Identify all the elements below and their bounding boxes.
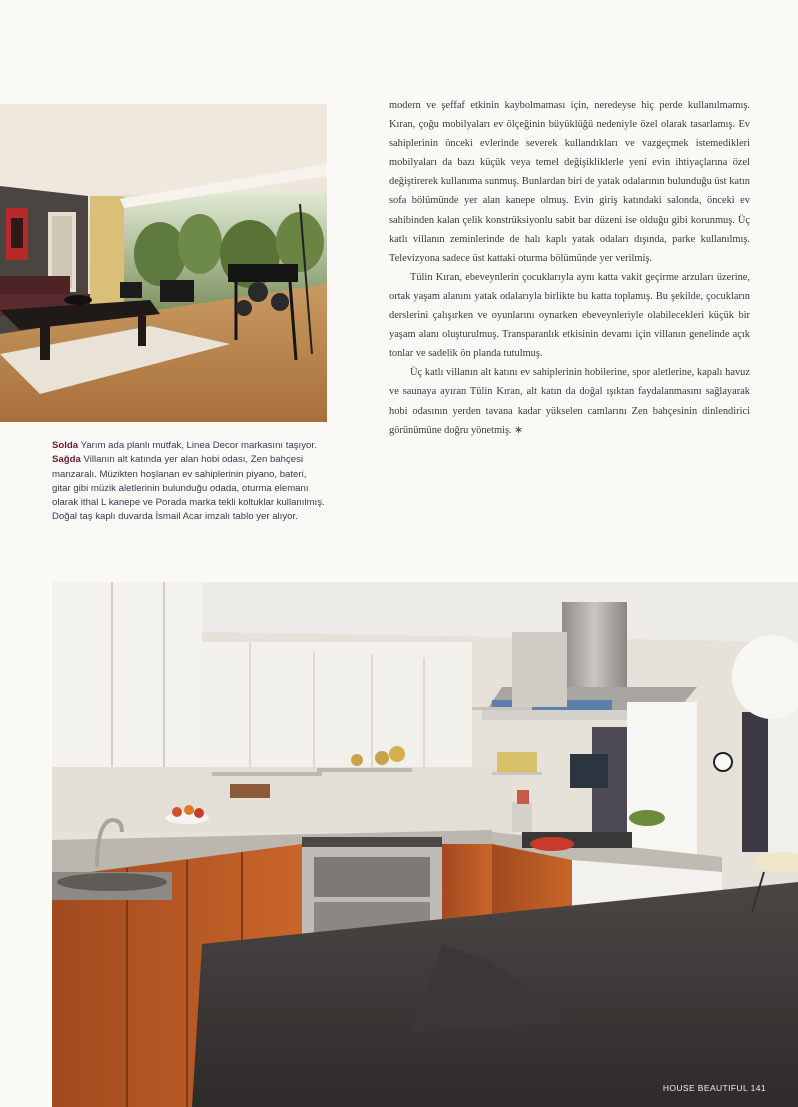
caption-right [52,453,327,524]
end-mark: ∗ [514,424,523,436]
article-paragraph-3 [389,363,750,439]
article-paragraph-1: modern ve şeffaf etkinin kaybolmaması için, neredeyse hiç perde kullanılmamış. Kıran, çoğu mobilyaları ev ölçeğinin büyüklüğü nedeniyle özel olarak tasarlamış. Ev sahiplerinin önceki evlerinde severek kullandıkları ve vazgeçmek istemedikleri mobilyaları da bazı küçük veya temel değişikliklerle yeni evin ihtiyaçlarına özel değiştirerek kullanıma sunmuş. Bunlardan biri de yatak odalarının bulunduğu üst katın sofa bölümünde yer alan kanepe olmuş. Evin giriş katındaki salonda, önceki ev sahibinden kalan çelik konstrüksiyonlu sabit bar düzeni ise olduğu gibi korunmuş. Üç katlı villanın zeminlerinde de halı kaplı yatak odaları dışında, parke kullanılmış. Televizyona sadece üst kattaki oturma bölümünde yer verilmiş. [389,100,750,264]
caption-right-label: Sağda [52,454,81,466]
hobby-room-photo [0,104,327,422]
page-folio: HOUSE BEAUTIFUL 141 [662,1083,766,1093]
caption-right-text: Villanın alt katında yer alan hobi odası, Zen bahçesi manzaralı. Müzikten hoşlanan ev sahiplerinin piyano, bateri, gitar gibi müzik aletlerinin bulunduğu odada, oturma elemanı olarak ithal L kanepe ve Porada marka tekli koltuklar kullanılmış. Doğal taş kaplı duvarda İsmail Acar imzalı tablo yer alıyor. [52,454,325,523]
caption-left-text: Yarım ada planlı mutfak, Linea Decor markasını taşıyor. [80,440,317,451]
kitchen-photo [52,582,798,1107]
article-body [389,96,750,440]
caption-left [52,439,327,453]
article-paragraph-3-text: Üç katlı villanın alt katını ev sahiplerinin hobilerine, spor aletlerine, kapalı havuz ve saunaya ayıran Tülin Kıran, alt katın da doğal ışıktan faydalanmasını sağlayarak hobi odasının yerden tavana kadar yükselen camlarını Zen bahçesinin dinlendirici görünümüne doğru yönetmiş. [389,367,750,436]
kitchen-illustration [52,582,798,1107]
caption-left-label: Solda [52,440,79,451]
hobby-room-illustration [0,104,327,422]
article-paragraph-2: Tülin Kıran, ebeveynlerin çocuklarıyla aynı katta vakit geçirme arzuları üzerine, ortak yaşam alanını yatak odalarıyla birlikte bu katta toplamış. Bu şekilde, çocukların derslerini çalışırken ve oyunlarını oynarken ebeveynleriyle olabilecekleri küçük bir yaşam alanı oluşturulmuş. Transparanlık etkisinin devamı için villanın genelinde açık tonlar ve sadelik ön planda tutulmuş. [389,271,750,360]
photo-caption [52,439,327,525]
